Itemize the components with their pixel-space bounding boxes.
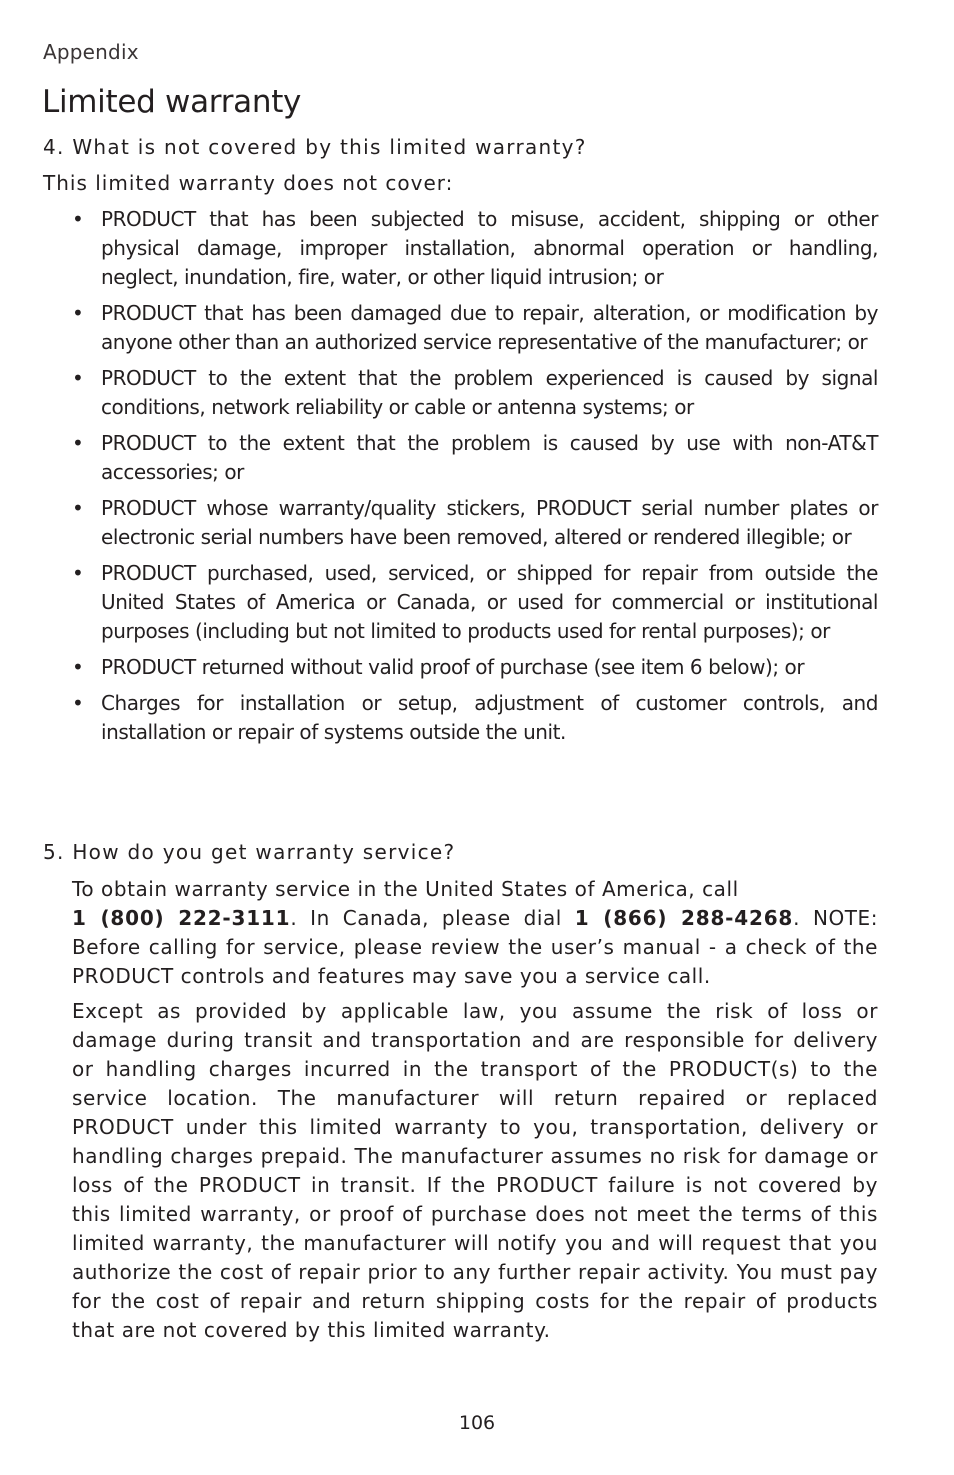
question-4-heading: 4. What is not covered by this limited warranty? — [43, 135, 587, 159]
list-item-text: PRODUCT that has been subjected to misuse, accident, shipping or other physical damage, improper installation, abnormal operation or handling, neglect, inundation, fire, water, or other liquid intrusion; or — [101, 207, 878, 289]
list-item-text: PRODUCT purchased, used, serviced, or shipped for repair from outside the United States of America or Canada, or used for commercial or institutional purposes (including but not limited to products used for rental purposes); or — [101, 561, 878, 643]
list-item — [72, 429, 878, 487]
bullet-icon: • — [72, 691, 84, 715]
list-item — [72, 364, 878, 422]
bullet-icon: • — [72, 431, 84, 455]
list-item — [72, 653, 878, 682]
list-item — [72, 559, 878, 646]
list-item-text: PRODUCT whose warranty/quality stickers, PRODUCT serial number plates or electronic serial numbers have been removed, altered or rendered illegible; or — [101, 496, 878, 549]
service-mid-text: . In Canada, please dial — [290, 906, 575, 930]
us-phone-number: 1 (800) 222-3111 — [72, 906, 291, 930]
page-number: 106 — [458, 1412, 496, 1434]
bullet-icon: • — [72, 207, 84, 231]
question-5-heading: 5. How do you get warranty service? — [43, 840, 456, 864]
shipping-terms-paragraph: Except as provided by applicable law, you assume the risk of loss or damage during transit and transportation and are responsible for delivery or handling charges incurred in the transport of the PRODUCT(s) to the service location. The manufacturer will return repaired or replaced PRODUCT under this limited warranty to you, transportation, delivery or handling charges prepaid. The manufacturer assumes no risk for damage or loss of the PRODUCT in transit. If the PRODUCT failure is not covered by this limited warranty, or proof of purchase does not meet the terms of this limited warranty, the manufacturer will notify you and will request that you authorize the cost of repair prior to any further repair activity. You must pay for the cost of repair and return shipping costs for the repair of products that are not covered by this limited warranty. — [72, 999, 878, 1342]
service-note-text: . NOTE: Before calling for service, please review the user’s manual - a check of the PRODUCT controls and features may save you a service call. — [72, 906, 878, 988]
list-item-text: PRODUCT that has been damaged due to repair, alteration, or modification by anyone other than an authorized service representative of the manufacturer; or — [101, 301, 878, 354]
list-item-text: Charges for installation or setup, adjustment of customer controls, and installation or repair of systems outside the unit. — [101, 691, 878, 744]
page-title: Limited warranty — [42, 84, 302, 120]
bullet-icon: • — [72, 496, 84, 520]
list-item — [72, 205, 878, 292]
section-label: Appendix — [43, 40, 139, 64]
list-item — [72, 494, 878, 552]
bullet-icon: • — [72, 301, 84, 325]
bullet-icon: • — [72, 655, 84, 679]
service-lead-text: To obtain warranty service in the United States of America, call — [72, 877, 739, 901]
list-item — [72, 299, 878, 357]
exclusions-list — [0, 205, 954, 754]
list-item-text: PRODUCT to the extent that the problem is caused by use with non-AT&T accessories; or — [101, 431, 878, 484]
list-item-text: PRODUCT returned without valid proof of purchase (see item 6 below); or — [101, 655, 805, 679]
service-contact-paragraph — [72, 875, 878, 991]
bullet-icon: • — [72, 366, 84, 390]
list-item — [72, 689, 878, 747]
question-4-intro: This limited warranty does not cover: — [43, 171, 454, 195]
canada-phone-number: 1 (866) 288-4268 — [574, 906, 794, 930]
bullet-icon: • — [72, 561, 84, 585]
list-item-text: PRODUCT to the extent that the problem experienced is caused by signal conditions, network reliability or cable or antenna systems; or — [101, 366, 878, 419]
